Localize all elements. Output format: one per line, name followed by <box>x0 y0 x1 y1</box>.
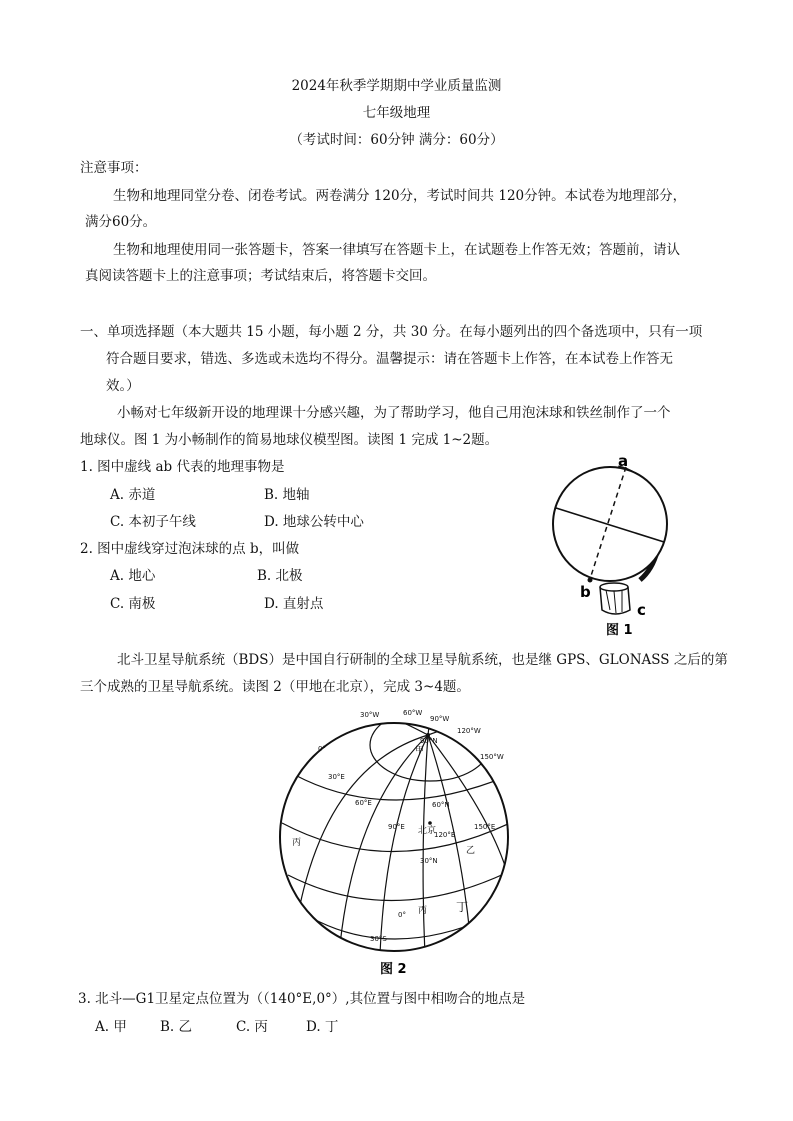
figure-1-globe-diagram <box>540 450 670 640</box>
figure-1-label-b: b <box>580 583 591 601</box>
label-bing: 丙 <box>418 906 428 916</box>
foam-ball <box>553 467 667 581</box>
subject-title: 七年级地理 <box>362 105 431 121</box>
question-2-stem: 2. 图中虚线穿过泡沫球的点 b，叫做 <box>80 541 300 557</box>
label-60n: 60°N <box>432 801 450 809</box>
notice-paragraph-2-line-1: 生物和地理使用同一张答题卡，答案一律填写在答题卡上，在试题卷上作答无效；答题前，请认 <box>113 242 680 258</box>
label-150e: 150°E <box>474 823 496 831</box>
label-yi: 乙 <box>466 846 476 856</box>
exam-info: （考试时间：60分钟 满分：60分） <box>289 132 504 148</box>
label-bing-west: 丙 <box>292 838 302 848</box>
notice-paragraph-2-line-2: 真阅读答题卡上的注意事项；考试结束后，将答题卡交回。 <box>85 268 436 284</box>
label-beijing: 北京 <box>418 826 437 836</box>
label-120w: 120°W <box>457 727 481 735</box>
question-2-option-c[interactable]: C. 南极 <box>110 596 156 612</box>
label-60w: 60°W <box>403 709 423 717</box>
question-3-option-c[interactable]: C. 丙 <box>236 1019 268 1035</box>
question-3-option-d[interactable]: D. 丁 <box>306 1019 339 1035</box>
label-150w: 150°W <box>480 753 504 761</box>
point-b-marker <box>588 578 593 583</box>
exam-title: 2024年秋季学期期中学业质量监测 <box>291 78 502 94</box>
question-2-option-b[interactable]: B. 北极 <box>257 568 303 584</box>
label-30s: 30°S <box>370 935 387 943</box>
question-1-option-b[interactable]: B. 地轴 <box>264 487 310 503</box>
question-1-option-d[interactable]: D. 地球公转中心 <box>264 514 364 530</box>
label-90w: 90°W <box>430 715 450 723</box>
question-2-option-a[interactable]: A. 地心 <box>110 568 156 584</box>
figure-1-caption: 图 1 <box>606 623 633 638</box>
section-1-heading: 一、单项选择题（本大题共 15 小题，每小题 2 分，共 30 分。在每小题列出的四个备选项中，只有一项 <box>80 324 703 340</box>
figure-2-caption: 图 2 <box>380 962 407 977</box>
question-3-stem: 3. 北斗—G1卫星定点位置为（（140°E,0°）,其位置与图中相吻合的地点是 <box>78 991 526 1007</box>
beijing-marker <box>428 821 432 825</box>
label-120e: 120°E <box>434 831 456 839</box>
north-pole-marker <box>426 733 430 737</box>
question-1-option-c[interactable]: C. 本初子午线 <box>110 514 196 530</box>
label-30e: 30°E <box>328 773 345 781</box>
label-ding: 丁 <box>456 900 469 914</box>
stand-top <box>600 583 628 591</box>
figure-1-label-a: a <box>618 452 629 470</box>
intro-1-line-1: 小畅对七年级新开设的地理课十分感兴趣，为了帮助学习，他自己用泡沫球和铁丝制作了一个 <box>117 405 671 421</box>
notice-paragraph-1-line-2: 满分60分。 <box>85 214 157 230</box>
stand-hatching <box>606 590 622 613</box>
section-1-line-3: 效。） <box>106 378 140 394</box>
label-30n: 30°N <box>420 857 438 865</box>
label-30w: 30°W <box>360 711 380 719</box>
notice-heading: 注意事项： <box>80 160 148 176</box>
question-1-stem: 1. 图中虚线 ab 代表的地理事物是 <box>80 459 285 475</box>
label-equator: 0° <box>398 911 406 919</box>
question-1-option-a[interactable]: A. 赤道 <box>110 487 156 503</box>
intro-2-line-2: 三个成熟的卫星导航系统。读图 2（甲地在北京），完成 3~4题。 <box>80 679 470 695</box>
figure-2-globe-map <box>270 705 520 980</box>
intro-2-line-1: 北斗卫星导航系统（BDS）是中国自行研制的全球卫星导航系统，也是继 GPS、GLONASS 之后的第 <box>117 652 728 668</box>
section-1-line-2: 符合题目要求，错选、多选或未选均不得分。温馨提示：请在答题卡上作答，在本试卷上作答无 <box>106 351 673 367</box>
question-3-option-b[interactable]: B. 乙 <box>160 1019 193 1035</box>
question-3-option-a[interactable]: A. 甲 <box>95 1019 127 1035</box>
label-60e: 60°E <box>355 799 372 807</box>
label-jia: 甲 <box>415 746 425 756</box>
question-2-option-d[interactable]: D. 直射点 <box>264 596 324 612</box>
label-0-meridian: 0° <box>318 745 326 753</box>
notice-paragraph-1-line-1: 生物和地理同堂分卷、闭卷考试。两卷满分 120分，考试时间共 120分钟。本试卷为地理部分， <box>113 188 687 204</box>
intro-1-line-2: 地球仪。图 1 为小畅制作的简易地球仪模型图。读图 1 完成 1~2题。 <box>80 432 499 448</box>
figure-1-label-c: c <box>637 601 646 619</box>
label-90n: 90°N <box>420 737 438 745</box>
label-90e: 90°E <box>388 823 405 831</box>
